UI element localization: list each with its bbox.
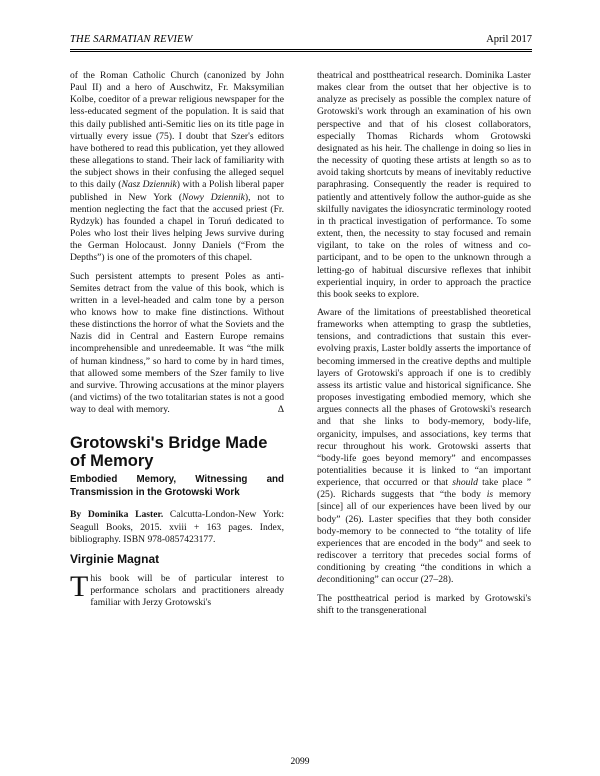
paragraph: This book will be of particular interest to performance scholars and practitioners already familiar with Jerzy Grotowski's <box>70 570 284 609</box>
issue-date: April 2017 <box>486 34 532 45</box>
review-subtitle: Embodied Memory, Witnessing and Transmission in the Grotowski Work <box>70 474 284 498</box>
paragraph: The posttheatrical period is marked by Grotowski's shift to the transgenerational <box>317 592 531 616</box>
reviewer-name: Virginie Magnat <box>70 551 160 566</box>
right-column <box>317 70 531 623</box>
bibliographic-info: By Dominika Laster. Calcutta-London-New York: Seagull Books, 2015. xviii + 163 pages. Index, bibliography. ISBN 978-0857423177. <box>70 509 284 546</box>
page-number: 2099 <box>290 757 310 767</box>
publication-name: THE SARMATIAN REVIEW <box>70 34 193 45</box>
newspaper-title: Nowy Dziennik <box>182 191 245 203</box>
running-header <box>70 34 532 52</box>
paragraph: Aware of the limitations of preestablished theoretical frameworks when attempting to grasp the subtleties, tensions, and contradictions that sustain this ever-evolving praxis, Laster boldly asserts the importance of becoming immersed in the creative depths and multiple layers of Grotowski's approach if one is to credibly assess its artistic value and historical significance. She proposes investigating embodied memory, which she argues connects all the phases of Grotowski's research and that she links to body-memory, body-life, organicity, impulses, and associations, key terms that recur throughout his work. Grotowski asserts that “body-life goes beyond memory” and encompasses potentialities because it is linked to “an important experience, that occurred or that should take place ” (25). Richards suggests that “the body is memory [since] all of our experiences have been lived by our body” (26). Laster specifies that they both consider body-memory to be connected to “the totality of life experiences that are encoded in the body” and seek to rediscover a territory that precedes social forms of conditioning by creating “the conditions in which a deconditioning” can occur (27–28). <box>317 306 531 586</box>
review-title: Grotowski's Bridge Made of Memory <box>70 434 268 471</box>
end-mark: Δ <box>277 404 284 416</box>
drop-cap: T <box>70 570 89 604</box>
paragraph: of the Roman Catholic Church (canonized by John Paul II) and a hero of Auschwitz, Fr. Maksymilian Kolbe, coeditor of a prewar religious newspaper for the less-educated segment of the population. It is said that this daily published anti-Semitic lies on its title page in virtually every issue (75). I doubt that Szer's editors have bothered to read this publication, yet they allowed these allegations to stand. Their lack of familiarity with the subject shows in their confusing the alleged sequel to this daily (Nasz Dziennik) with a Polish liberal paper published in New York (Nowy Dziennik), not to mention neglecting the fact that the accused priest (Fr. Rydzyk) has founded a chapel in Toruń dedicated to Poles who lost their lives helping Jews survive during the German Holocaust. Jonny Daniels (“From the Depths”) is one of the promoters of this chapel. <box>70 70 285 264</box>
newspaper-title: Nasz Dziennik <box>121 179 177 191</box>
left-column <box>70 70 284 616</box>
paragraph: Such persistent attempts to present Poles as anti-Semites detract from the value of this book, which is written in a level-headed and calm tone by a person who knows how to make fine distinctions. Without these distinctions the horror of what the Soviets and the Nazis did in Central and Eastern Europe remains incomprehensible and unredeemable. It was “the milk of human kindness,” so hard to come by in hard times, that allowed some members of the Szer family to live and survive. Throwing accusations at the minor players (and victims) of the two totalitarian states is not a good way to deal with memory. Δ <box>70 270 284 416</box>
paragraph: theatrical and posttheatrical research. Dominika Laster makes clear from the outset that her objective is to analyze as precisely as possible the complex nature of Grotowski's work through an examination of his own perspective and that of his closest collaborators, especially Thomas Richards whom Grotowski designated as his heir. The challenge in doing so lies in the necessity of quoting these artists at length so as to avoid taking shortcuts by means of inevitably reductive paraphrasing. Consequently the reader is required to patiently and attentively follow the author-guide as she skilfully navigates the idiosyncratic terminology rooted in th practical investigation of performance. To some extent, then, the necessity to stay focused and remain vigilant, to take on the roles of witness and co-participant, and to be open to the unknown through a letting-go of habitual discursive reflexes that inhibit experiential inquiry, in order to approach the practice this book seeks to explore. <box>317 70 531 300</box>
author-line: By Dominika Laster. <box>70 509 164 521</box>
